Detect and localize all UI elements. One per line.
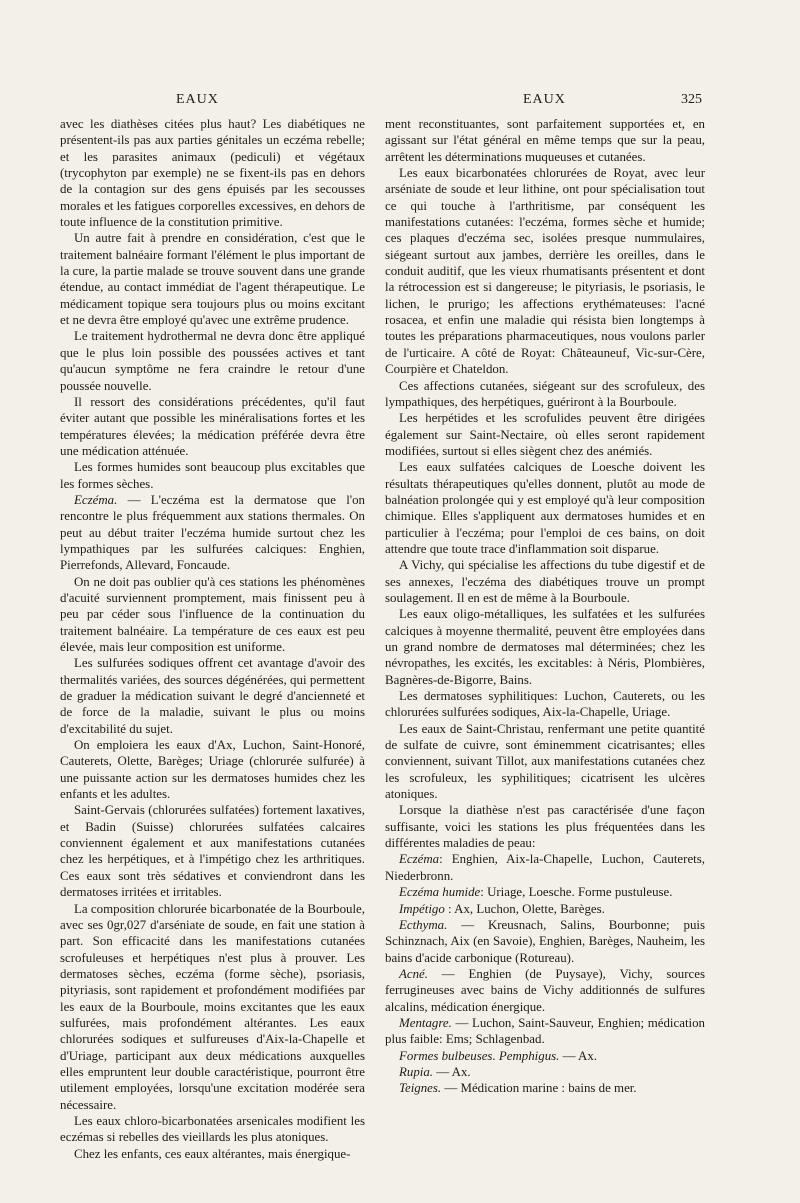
paragraph-text: Les eaux bicarbonatées chlorurées de Royat, avec leur arséniate de soude et leur lithine, ont pour spécialisation tout ce qui touche à l'arthritisme, par conséquent les manifestations cutanées: l'eczéma, formes sèche et humide; ces plaques d'eczéma sec, isolées presque nummulaires, siégeant surtout aux jambes, derrière les oreilles, dans le conduit auditif, que les vieux rhumatisants présentent et dont la rétrocession est si dangereuse; le pityriasis, le psoriasis, le lichen, le prurigo; les affections erythémateuses: l'acné rosacea, et enfin une maladie qui résista bien longtemps à toutes les préparations pharmaceutiques, nous voulons parler de l'urticaire. A côté de Royat: Châteauneuf, Vic-sur-Cère, Courpière et Chateldon. bbox=[385, 166, 705, 377]
paragraph-text: Les sulfurées sodiques offrent cet avantage d'avoir des thermalités variées, des sources dégénérées, qui permettent de graduer la médication suivant le degré d'ancienneté et de force de la maladie, suivant le plus ou moins d'excitabilité du sujet. bbox=[60, 656, 365, 736]
paragraph-text: Lorsque la diathèse n'est pas caractérisée d'une façon suffisante, voici les stations les plus fréquentées dans les différentes maladies de peau: bbox=[385, 803, 705, 851]
left-column bbox=[60, 116, 365, 1162]
paragraph bbox=[60, 901, 365, 1113]
paragraph bbox=[60, 230, 365, 328]
entry-paragraph bbox=[385, 917, 705, 966]
entry-paragraph bbox=[60, 492, 365, 574]
paragraph-text: Les eaux de Saint-Christau, renfermant une petite quantité de sulfate de cuivre, sont éminemment cicatrisantes; elles conviennent, suivant Tillot, aux manifestations cutanées chez les scrofuleux, les syphilitiques; cicatrisent les ulcères atoniques. bbox=[385, 721, 705, 802]
paragraph-text: Les herpétides et les scrofulides peuvent être dirigées également sur Saint-Nectaire, où elles seront rapidement modifiées, surtout si elles siègent chez des anémiés. bbox=[385, 411, 705, 458]
paragraph-text: ment reconstituantes, sont parfaitement supportées et, en agissant sur l'état général en même temps que sur la peau, arrêtent les déterminations muqueuses et cutanées. bbox=[385, 117, 705, 164]
paragraph bbox=[60, 116, 365, 230]
entry-term: Rupia. bbox=[399, 1064, 434, 1079]
paragraph-text: — Ax. bbox=[433, 1064, 471, 1079]
right-column bbox=[385, 116, 705, 1097]
running-head-right: EAUX bbox=[523, 92, 566, 107]
paragraph-text: La composition chlorurée bicarbonatée de la Bourboule, avec ses 0gr,027 d'arséniate de soude, en fait une station à part. Son efficacité dans les manifestations cutanées scrofuleuses et herpétiques n'est plus à prouver. Les dermatoses sèches, eczéma (forme sèche), psoriasis, pityriasis, sont rapidement et profondément modifiées par les eaux de la Bourboule, moins excitantes que les eaux sulfurées, mais profondément altérantes. Les eaux chlorurées sodiques et sulfureuses d'Aix-la-Chapelle et d'Uriage, participant aux deux médications auxquelles elles empruntent leur double caractéristique, pourront être utilement employées, lorsqu'une excitation modérée sera nécessaire. bbox=[60, 901, 365, 1112]
paragraph-text: Chez les enfants, ces eaux altérantes, mais énergique- bbox=[74, 1146, 351, 1161]
entry-term: Teignes. bbox=[399, 1081, 442, 1096]
page-number: 325 bbox=[681, 92, 702, 107]
paragraph bbox=[385, 378, 705, 411]
entry-term: Mentagre. bbox=[399, 1015, 452, 1030]
paragraph-text: — Enghien (de Puysaye), Vichy, sources ferrugineuses avec bains de Vichy additionnés de sulfures alcalins, médication énergique. bbox=[385, 966, 705, 1014]
paragraph bbox=[60, 737, 365, 802]
paragraph-text: avec les diathèses citées plus haut? Les diabétiques ne présentent-ils pas aux parties génitales un eczéma rebelle; et les parasites animaux (pediculi) et végétaux (trycophyton par exemple) ne se fixent-ils pas en dehors de la contagion sur des gens épuisés par les secousses morales et les fatigues corporelles excessives, en dehors de toute influence de la constitution primitive. bbox=[60, 117, 365, 230]
paragraph bbox=[385, 606, 705, 688]
entry-term: Formes bulbeuses. Pemphigus. bbox=[399, 1048, 560, 1063]
entry-paragraph bbox=[385, 884, 705, 900]
paragraph-text: Un autre fait à prendre en considération, c'est que le traitement balnéaire formant l'élément le plus important de la cure, la partie malade se trouve souvent dans une grande étendue, au contact immédiat de l'agent thérapeutique. Le médicament topique sera toujours plus ou moins excitant et ne devra être employé qu'avec une extrême prudence. bbox=[60, 231, 365, 328]
entry-paragraph bbox=[385, 1064, 705, 1080]
entry-term: Impétigo bbox=[399, 901, 445, 916]
paragraph-text: : Enghien, Aix-la-Chapelle, Luchon, Cauterets, Niederbronn. bbox=[385, 852, 705, 883]
entry-paragraph bbox=[385, 901, 705, 917]
paragraph bbox=[60, 1113, 365, 1146]
paragraph-text: On ne doit pas oublier qu'à ces stations les phénomènes d'acuité surviennent promptement, mais finissent peu à peu par céder sous l'influence de la continuation du traitement balnéaire. La température de ces eaux est peu élevée, mais leur composition est uniforme. bbox=[60, 574, 365, 654]
entry-paragraph bbox=[385, 1080, 705, 1096]
paragraph bbox=[385, 557, 705, 606]
paragraph-text: : Ax, Luchon, Olette, Barèges. bbox=[444, 901, 605, 916]
paragraph bbox=[385, 165, 705, 377]
paragraph-text: Les formes humides sont beaucoup plus excitables que les formes sèches. bbox=[60, 460, 365, 491]
paragraph-text: Les eaux oligo-métalliques, les sulfatées et les sulfurées calciques à moyenne thermalité, peuvent être employées dans un grand nombre de dermatoses mal déterminées; chez les névropathes, les excités, les excitables: à Néris, Plombières, Bagnères-de-Bigorre, Bains. bbox=[385, 607, 705, 687]
paragraph bbox=[385, 410, 705, 459]
paragraph-text: Il ressort des considérations précédentes, qu'il faut éviter autant que possible les minéralisations fortes et les températures élevées; la médication préférée devra être une médication atténuée. bbox=[60, 394, 365, 458]
entry-paragraph bbox=[385, 1015, 705, 1048]
paragraph bbox=[60, 328, 365, 393]
paragraph bbox=[60, 574, 365, 656]
paragraph-text: On emploiera les eaux d'Ax, Luchon, Saint-Honoré, Cauterets, Olette, Barèges; Uriage (chlorurée sulfurée) à une puissante action sur les dermatoses humides chez les enfants et les adultes. bbox=[60, 738, 365, 802]
paragraph-text: — Kreusnach, Salins, Bourbonne; puis Schinznach, Aix (en Savoie), Enghien, Barèges, Nauheim, les bains d'acide carbonique (Rotureau). bbox=[385, 917, 705, 965]
paragraph bbox=[385, 802, 705, 851]
paragraph bbox=[385, 459, 705, 557]
paragraph bbox=[60, 394, 365, 459]
running-head-left: EAUX bbox=[176, 92, 219, 107]
paragraph-text: Le traitement hydrothermal ne devra donc être appliqué que le plus loin possible des poussées actives et tant qu'aucun symptôme ne fera craindre le retour d'une poussée nouvelle. bbox=[60, 329, 365, 393]
entry-paragraph bbox=[385, 1048, 705, 1064]
paragraph bbox=[60, 459, 365, 492]
paragraph bbox=[60, 1146, 365, 1162]
entry-term: Eczéma. bbox=[74, 492, 118, 507]
entry-term: Acné. bbox=[399, 966, 428, 981]
entry-term: Eczéma bbox=[399, 852, 440, 867]
paragraph bbox=[385, 688, 705, 721]
paragraph-text: Ces affections cutanées, siégeant sur des scrofuleux, des lympathiques, des herpétiques, guériront à la Bourboule. bbox=[385, 378, 705, 409]
paragraph-text: Saint-Gervais (chlorurées sulfatées) fortement laxatives, et Badin (Suisse) chlorurées sulfatées calcaires conviennent également et aux manifestations cutanées chez les herpétiques, et à l'impétigo chez les arthritiques. Ces eaux sont très sédatives et conviendront dans les dermatoses irritées et irritables. bbox=[60, 803, 365, 900]
paragraph bbox=[60, 655, 365, 737]
entry-paragraph bbox=[385, 851, 705, 884]
paragraph bbox=[385, 116, 705, 165]
paragraph-text: Les dermatoses syphilitiques: Luchon, Cauterets, ou les chlorurées sulfurées sodiques, Aix-la-Chapelle, Uriage. bbox=[385, 689, 705, 720]
paragraph-text: A Vichy, qui spécialise les affections du tube digestif et de ses annexes, l'eczéma des diabétiques trouve un prompt soulagement. Il en est de même à la Bourboule. bbox=[385, 558, 705, 605]
paragraph-text: Les eaux chloro-bicarbonatées arsenicales modifient les eczémas si rebelles des vieillards les plus atoniques. bbox=[60, 1113, 365, 1145]
entry-term: Ecthyma. bbox=[399, 917, 448, 932]
paragraph-text: — Médication marine : bains de mer. bbox=[441, 1081, 637, 1096]
paragraph-text: Les eaux sulfatées calciques de Loesche doivent les résultats thérapeutiques qu'elles donnent, plutôt au mode de balnéation prolongée qui y est employé qu'à leur composition chimique. Elles s'appliquent aux dermatoses humides et en particulier à l'eczéma; pour l'emploi de ces bains, on doit attendre que toute trace d'inflammation soit disparue. bbox=[385, 460, 705, 556]
paragraph-text: — Luchon, Saint-Sauveur, Enghien; médication plus faible: Ems; Schlagenbad. bbox=[385, 1015, 705, 1047]
entry-term: Eczéma humide bbox=[399, 885, 481, 900]
paragraph-text: — Ax. bbox=[559, 1048, 598, 1063]
paragraph-text: : Uriage, Loesche. Forme pustuleuse. bbox=[480, 885, 673, 900]
entry-paragraph bbox=[385, 966, 705, 1015]
paragraph-text: — L'eczéma est la dermatose que l'on rencontre le plus fréquemment aux stations thermales. On peut au début traiter l'eczéma humide surtout chez les lympathiques par les sulfurées calciques: Enghien, Pierrefonds, Allevard, Foncaude. bbox=[60, 492, 365, 573]
paragraph bbox=[60, 802, 365, 900]
paragraph bbox=[385, 721, 705, 803]
